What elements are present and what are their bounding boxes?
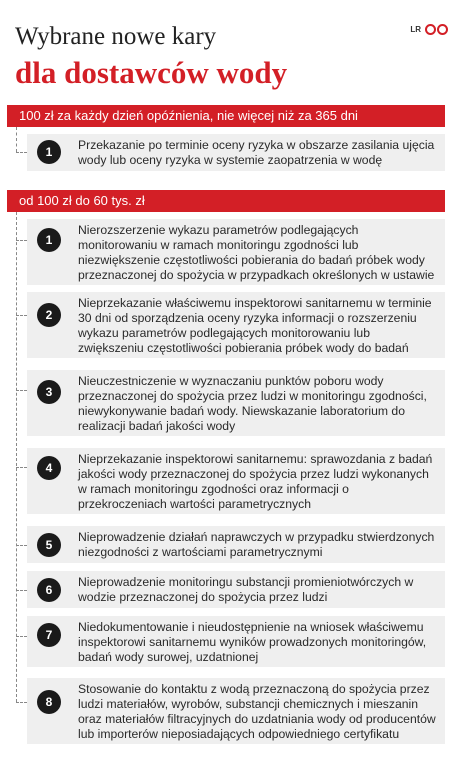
item-text: Nieuczestniczenie w wyznaczaniu punktów poboru wody przeznaczonej do spożycia przez ludzi w monitoringu zgodności, niewykonywanie badań wody. Niewskazanie laboratorium do realizacji badań jakości wody: [78, 374, 427, 433]
connector-line: [16, 127, 17, 152]
connector-tick: [16, 315, 27, 316]
item-number: 2: [37, 303, 61, 327]
item-text: Nierozszerzenie wykazu parametrów podlegających monitorowaniu w ramach monitoringu zgodności lub niezwiększenie częstotliwości pobierania do badań próbek wody przeznaczonej do spożycia w przypadkach określonych w ustawie: [78, 223, 435, 282]
connector-tick: [16, 240, 27, 241]
list-item: [27, 616, 445, 667]
connector-tick: [16, 590, 27, 591]
item-text: Stosowanie do kontaktu z wodą przeznaczoną do spożycia przez ludzi materiałów, wyrobów, substancji chemicznych i mieszanin oraz materiałów filtracyjnych do uzdatniania wody od producentów lub importerów nieposiadających odpowiedniego certyfikatu: [78, 682, 436, 741]
brand-logo-icon: [425, 24, 448, 35]
item-number: 3: [37, 380, 61, 404]
item-number: 8: [37, 690, 61, 714]
item-number: 1: [37, 228, 61, 252]
item-text: Nieprzekazanie inspektorowi sanitarnemu: sprawozdania z badań jakości wody przeznaczonej do spożycia przez ludzi wykonanych w ramach monitoringu zgodności oraz informacji o przekroczeniach wartości parametrycznych: [78, 452, 433, 511]
list-item: [27, 571, 445, 608]
list-item: [27, 134, 445, 171]
title-line-2: dla dostawców wody: [15, 55, 288, 90]
connector-tick: [16, 545, 27, 546]
item-text: Nieprzekazanie właściwemu inspektorowi sanitarnemu w terminie 30 dni od sporządzenia oceny ryzyka informacji o rozszerzeniu wykazu parametrów podlegających monitorowaniu lub zwiększeniu częstotliwości pobierania próbek wody do badań: [78, 296, 432, 355]
connector-tick: [16, 702, 27, 703]
item-text: Przekazanie po terminie oceny ryzyka w obszarze zasilania ujęcia wody lub oceny ryzyka w systemie zaopatrzenia w wodę: [78, 138, 435, 167]
connector-tick: [16, 152, 27, 153]
section-label: od 100 zł do 60 tys. zł: [7, 190, 445, 212]
item-number: 5: [37, 533, 61, 557]
connector-line: [16, 212, 17, 702]
connector-tick: [16, 636, 27, 637]
item-text: Nieprowadzenie działań naprawczych w przypadku stwierdzonych niezgodności z wartościami parametrycznymi: [78, 530, 435, 559]
list-item: [27, 219, 445, 285]
item-number: 4: [37, 456, 61, 480]
brand: [410, 24, 448, 35]
list-item: [27, 370, 445, 436]
list-item: [27, 678, 445, 744]
list-item: [27, 526, 445, 563]
item-text: Nieprowadzenie monitoringu substancji promieniotwórczych w wodzie przeznaczonej do spożycia przez ludzi: [78, 575, 414, 604]
item-number: 1: [37, 140, 61, 164]
connector-tick: [16, 467, 27, 468]
connector-tick: [16, 390, 27, 391]
list-item: [27, 292, 445, 358]
item-number: 6: [37, 578, 61, 602]
item-text: Niedokumentowanie i nieudostępnienie na wniosek właściwemu inspektorowi sanitarnemu wyników prowadzonych monitoringów, badań wody surowej, uzdatnionej: [78, 620, 427, 664]
title-line-1: Wybrane nowe kary: [15, 23, 217, 50]
brand-text: LR: [410, 25, 421, 34]
section-label: 100 zł za każdy dzień opóźnienia, nie więcej niż za 365 dni: [7, 105, 445, 127]
item-number: 7: [37, 623, 61, 647]
list-item: [27, 448, 445, 514]
